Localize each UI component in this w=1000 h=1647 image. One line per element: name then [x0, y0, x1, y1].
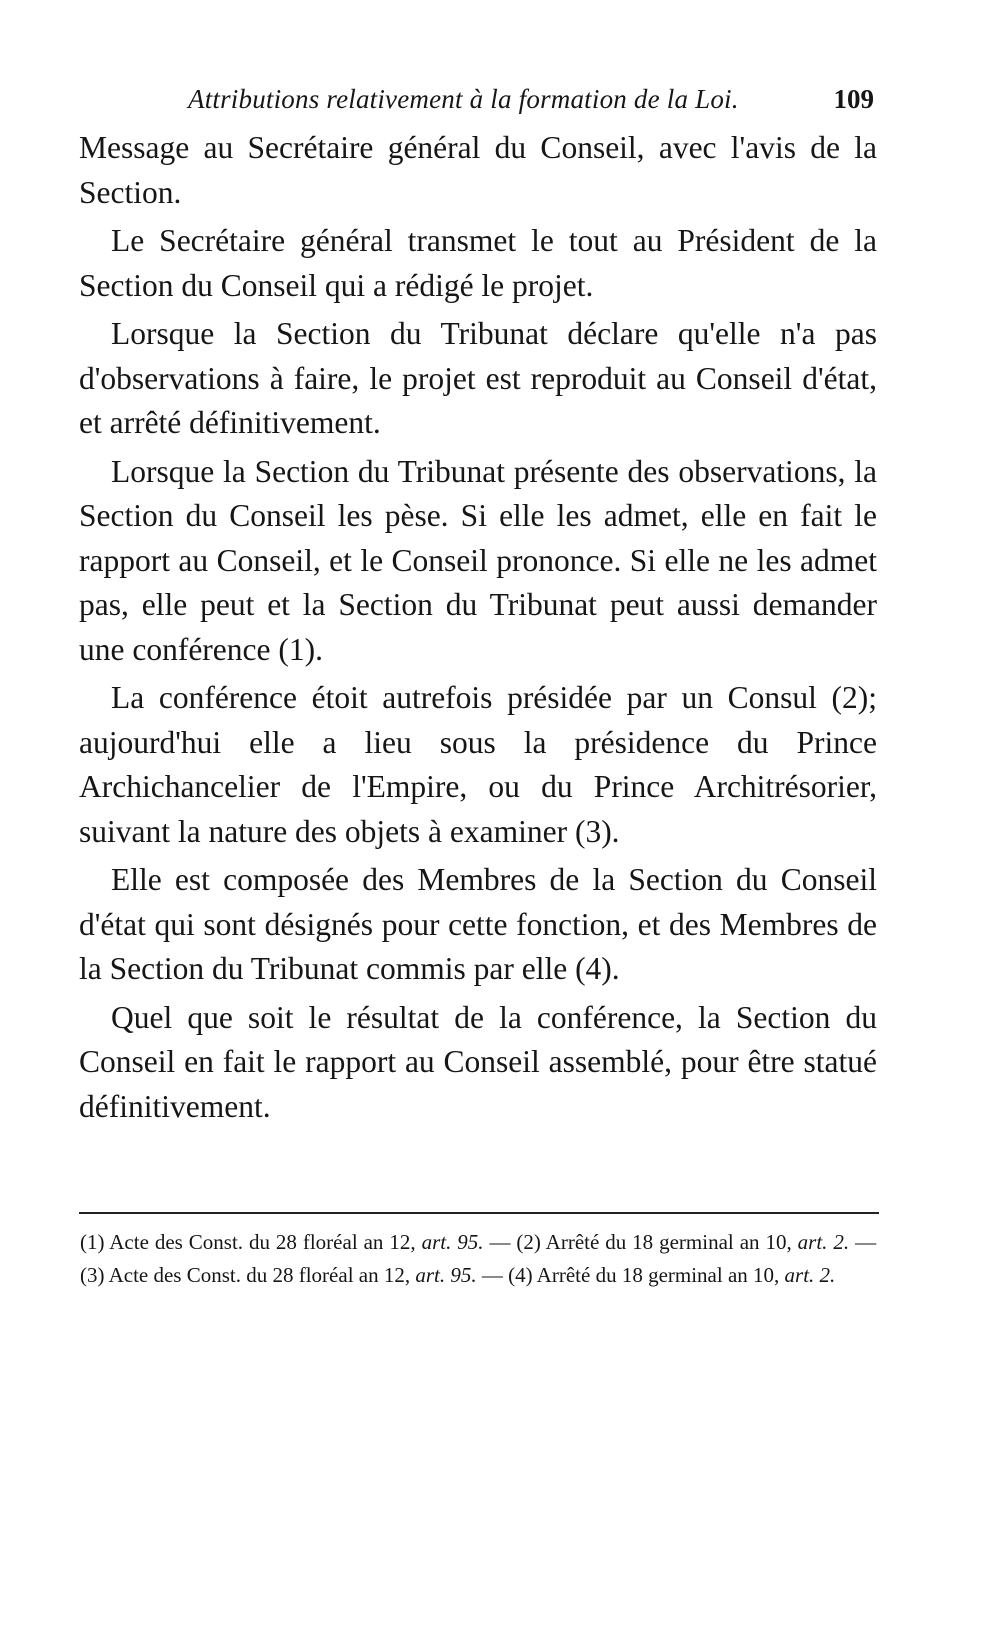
paragraph-3: Lorsque la Section du Tribunat déclare qu'elle n'a pas d'observations à faire, le projet est reproduit au Conseil d'état, et arrêté définitivement.: [79, 316, 877, 440]
running-head: [170, 84, 900, 124]
footnote-4-article: art. 2.: [784, 1263, 836, 1287]
footnote-1: (1) Acte des Const. du 28 floréal an 12,: [80, 1230, 416, 1254]
paragraph-5: La conférence étoit autrefois présidée par un Consul (2); aujourd'hui elle a lieu sous la présidence du Prince Archichancelier de l'Empire, ou du Prince Architrésorier, suivant la nature des objets à examiner (3).: [79, 680, 877, 849]
footnote-3-article: art. 95.: [415, 1263, 477, 1287]
paragraph-1: Message au Secrétaire général du Conseil, avec l'avis de la Section.: [79, 130, 877, 210]
body-text: [79, 126, 877, 1129]
footnote-rule: [79, 1212, 879, 1214]
running-title: Attributions relativement à la formation de la Loi.: [188, 84, 739, 114]
paragraph-2: Le Secrétaire général transmet le tout au Président de la Section du Conseil qui a rédigé le projet.: [79, 223, 877, 303]
footnote-1-article: art. 95.: [421, 1230, 484, 1254]
paragraph-4: Lorsque la Section du Tribunat présente des observations, la Section du Conseil les pèse. Si elle les admet, elle en fait le rapport au Conseil, et le Conseil prononce. Si elle ne les admet pas, elle peut et la Section du Tribunat peut aussi demander une conférence (1).: [79, 453, 877, 667]
footnote-2: — (2) Arrêté du 18 germinal an 10,: [489, 1230, 792, 1254]
page-number: 109: [833, 84, 874, 114]
footnote-3: — (3) Acte des Const. du 28 floréal an 12,: [80, 1230, 877, 1287]
footnote-4: — (4) Arrêté du 18 germinal an 10,: [481, 1263, 780, 1287]
footnotes: [80, 1226, 876, 1292]
paragraph-7: Quel que soit le résultat de la conférence, la Section du Conseil en fait le rapport au Conseil assemblé, pour être statué définitivement.: [79, 999, 877, 1124]
footnote-2-article: art. 2.: [797, 1230, 850, 1254]
paragraph-6: Elle est composée des Membres de la Section du Conseil d'état qui sont désignés pour cette fonction, et des Membres de la Section du Tribunat commis par elle (4).: [79, 862, 877, 986]
